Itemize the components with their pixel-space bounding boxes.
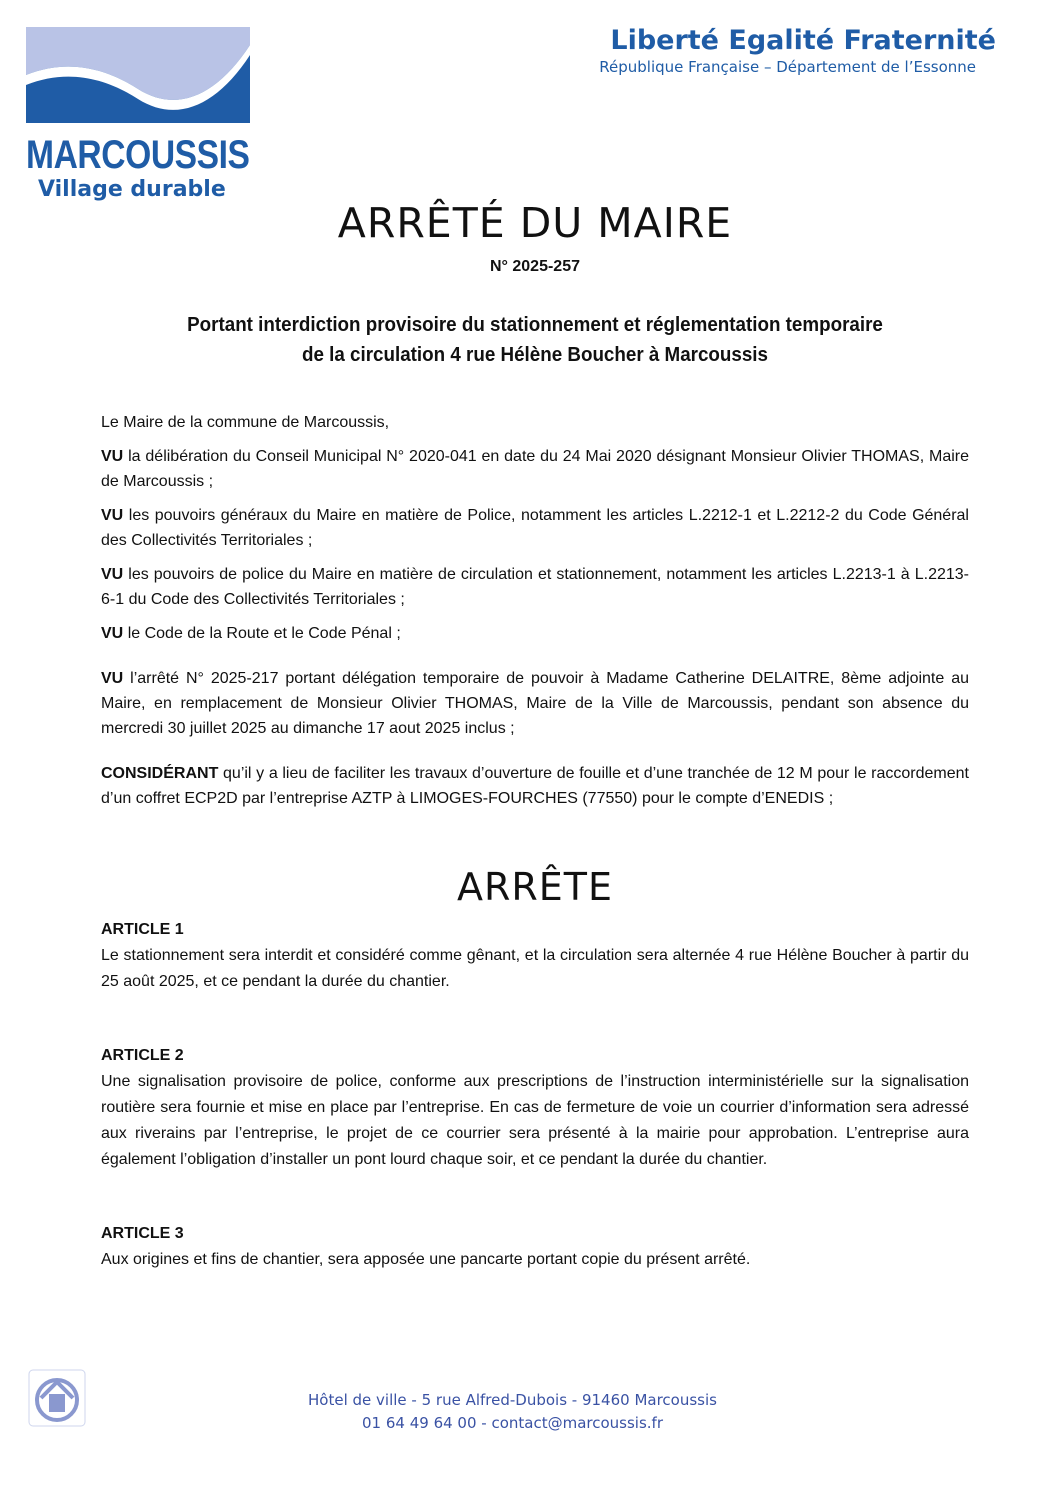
logo-tagline: Village durable bbox=[38, 177, 226, 202]
motto-subtext: République Française – Département de l’Essonne bbox=[599, 58, 976, 76]
logo-wave-icon bbox=[26, 27, 250, 137]
vu-text: l’arrêté N° 2025-217 portant délégation temporaire de pouvoir à Madame Catherine DELAITRE, 8ème adjointe au Maire, en remplacement de Monsieur Olivier THOMAS, Maire de la Ville de Marcoussis, pendant son absence du mercredi 30 juillet 2025 au dimanche 17 aout 2025 inclus ; bbox=[101, 670, 969, 737]
vu-text: les pouvoirs généraux du Maire en matière de Police, notamment les articles L.2212-1 et L.2212-2 du Code Général des Collectivités Territoriales ; bbox=[101, 507, 969, 549]
document-title: ARRÊTÉ DU MAIRE bbox=[337, 199, 733, 247]
vu-text: le Code de la Route et le Code Pénal ; bbox=[127, 625, 401, 642]
vu-text: les pouvoirs de police du Maire en matière de circulation et stationnement, notamment les articles L.2213-1 à L.2213-6-1 du Code des Collectivités Territoriales ; bbox=[101, 566, 969, 608]
vu-keyword: VU bbox=[101, 507, 124, 524]
preamble bbox=[101, 410, 969, 820]
considerant-text: qu’il y a lieu de faciliter les travaux d’ouverture de fouille et d’une tranchée de 12 M pour le raccordement d’un coffret ECP2D par l’entreprise AZTP à LIMOGES-FOURCHES (77550) pour le compte d’ENEDIS ; bbox=[101, 765, 969, 807]
vu-paragraph bbox=[101, 444, 969, 494]
footer bbox=[0, 1389, 1025, 1435]
vu-keyword: VU bbox=[101, 670, 124, 687]
vu-paragraph bbox=[101, 562, 969, 612]
articles bbox=[101, 917, 969, 1273]
article-title: ARTICLE 2 bbox=[101, 1047, 184, 1064]
article-text: Le stationnement sera interdit et considéré comme gênant, et la circulation sera alternée 4 rue Hélène Boucher à partir du 25 août 2025, et ce pendant la durée du chantier. bbox=[101, 947, 969, 990]
considerant-paragraph bbox=[101, 761, 969, 811]
subject-line-2: de la circulation 4 rue Hélène Boucher à Marcoussis bbox=[301, 344, 768, 366]
republic-motto bbox=[599, 25, 996, 77]
footer-address: Hôtel de ville - 5 rue Alfred-Dubois - 91460 Marcoussis bbox=[308, 1391, 717, 1409]
article-title: ARTICLE 1 bbox=[101, 921, 184, 938]
marcoussis-logo bbox=[26, 27, 250, 207]
decision-heading: ARRÊTE bbox=[456, 865, 614, 909]
article bbox=[101, 1043, 969, 1173]
article-text: Aux origines et fins de chantier, sera apposée une pancarte portant copie du présent arrêté. bbox=[101, 1251, 751, 1268]
vu-keyword: VU bbox=[101, 448, 124, 465]
article bbox=[101, 1221, 969, 1273]
intro-paragraph: Le Maire de la commune de Marcoussis, bbox=[101, 414, 390, 431]
document-subject bbox=[89, 310, 982, 370]
motto-text: Liberté Egalité Fraternité bbox=[610, 25, 996, 56]
vu-text: la délibération du Conseil Municipal N° 2020-041 en date du 24 Mai 2020 désignant Monsieur Olivier THOMAS, Maire de Marcoussis ; bbox=[101, 448, 970, 490]
footer-contact: 01 64 49 64 00 - contact@marcoussis.fr bbox=[362, 1414, 663, 1432]
vu-keyword: VU bbox=[101, 625, 124, 642]
document-number: N° 2025-257 bbox=[489, 258, 580, 275]
vu-paragraph bbox=[101, 621, 969, 646]
vu-paragraph bbox=[101, 503, 969, 553]
article bbox=[101, 917, 969, 995]
vu-paragraph bbox=[101, 666, 969, 741]
considerant-keyword: CONSIDÉRANT bbox=[101, 765, 219, 782]
article-title: ARTICLE 3 bbox=[101, 1225, 184, 1242]
logo-name: MARCOUSSIS bbox=[26, 133, 250, 177]
article-text: Une signalisation provisoire de police, conforme aux prescriptions de l’instruction interministérielle sur la signalisation routière sera fournie et mise en place par l’entreprise. En cas de fermeture de voie un courrier d’information sera adressé aux riverains par l’entreprise, le projet de ce courrier sera présenté à la mairie pour approbation. L’entreprise aura également l’obligation d’installer un pont lourd chaque soir, et ce pendant la durée du chantier. bbox=[101, 1073, 969, 1168]
subject-line-1: Portant interdiction provisoire du stationnement et réglementation temporaire bbox=[187, 314, 883, 336]
vu-keyword: VU bbox=[101, 566, 124, 583]
